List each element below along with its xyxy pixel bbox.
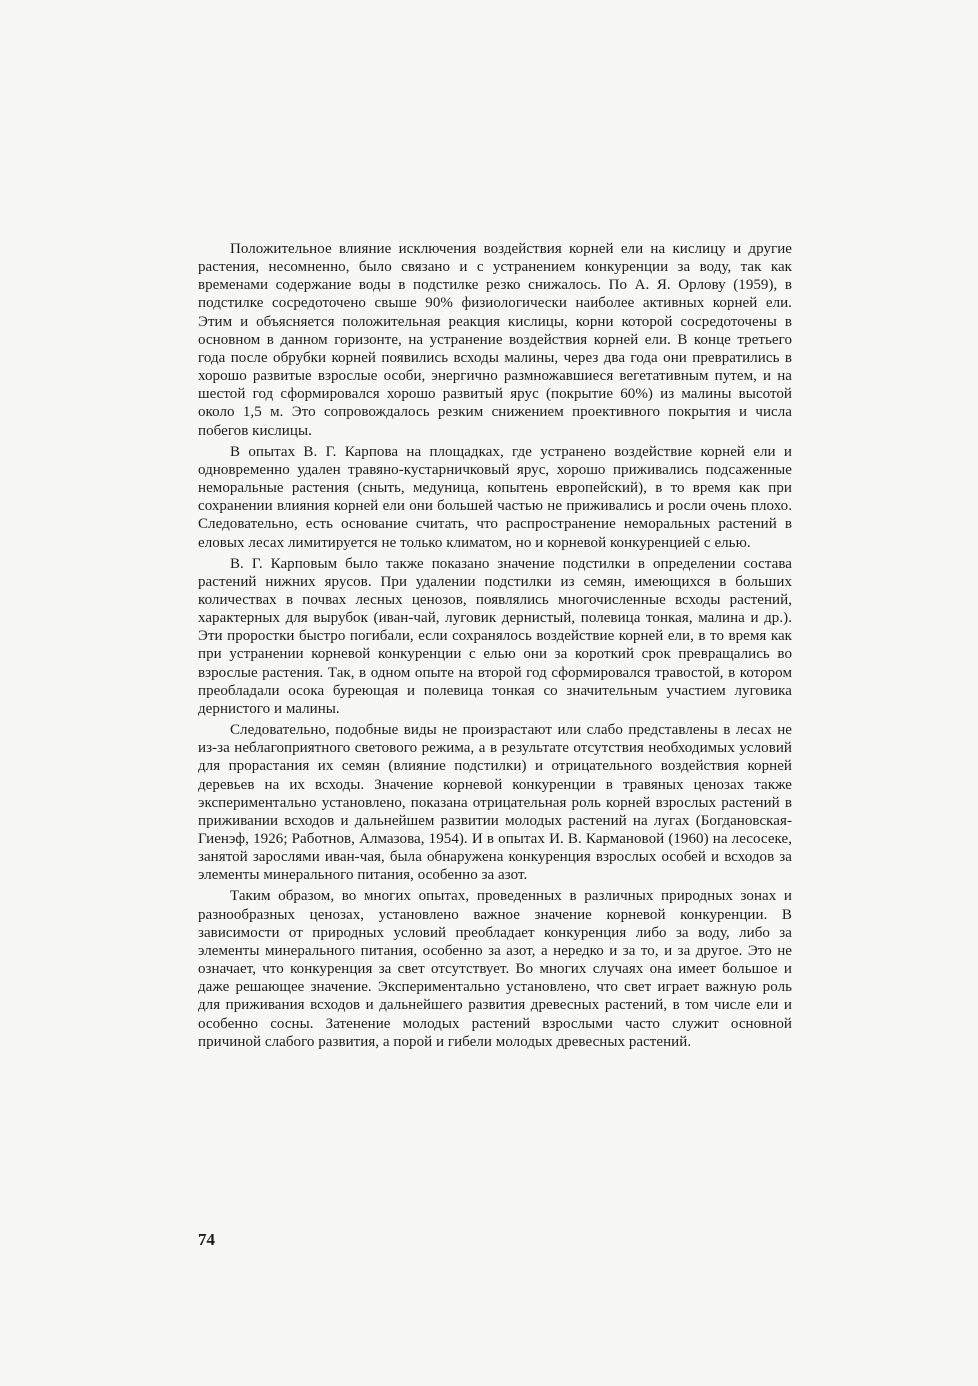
paragraph-1: Положительное влияние исключения воздействия корней ели на кислицу и другие растения, несомненно, было связано и с устранением конкуренции за воду, так как временами содержание воды в подстилке резко снижалось. По А. Я. Орлову (1959), в подстилке сосредоточено свыше 90% физиологически наиболее активных корней ели. Этим и объясняется положительная реакция кислицы, корни которой сосредоточены в основном в данном горизонте, на устранение воздействия корней ели. В конце третьего года после обрубки корней появились всходы малины, через два года они превратились в хорошо развитые взрослые особи, энергично размножавшиеся вегетативным путем, и на шестой год сформировался хорошо развитый ярус (покрытие 60%) из малины высотой около 1,5 м. Это сопровождалось резким снижением проективного покрытия и числа побегов кислицы. <box>198 241 792 439</box>
body-text <box>198 240 792 1051</box>
paragraph-4: Следовательно, подобные виды не произрастают или слабо представлены в лесах не из-за неблагоприятного светового режима, а в результате отсутствия необходимых условий для прорастания их семян (влияние подстилки) и отрицательного воздействия корней деревьев на их всходы. Значение корневой конкуренции в травяных ценозах также экспериментально установлено, показана отрицательная роль корней взрослых растений в приживании всходов и дальнейшем развитии молодых растений на лугах (Богдановская-Гиенэф, 1926; Работнов, Алмазова, 1954). И в опытах И. В. Кармановой (1960) на лесосеке, занятой зарослями иван-чая, была обнаружена конкуренция взрослых особей и всходов за элементы минерального питания, особенно за азот. <box>198 722 792 884</box>
paragraph-3: В. Г. Карповым было также показано значение подстилки в определении состава растений нижних ярусов. При удалении подстилки из семян, имеющихся в больших количествах в почвах лесных ценозов, появлялись многочисленные всходы растений, характерных для вырубок (иван-чай, луговик дернистый, полевица тонкая, малина и др.). Эти проростки быстро погибали, если сохранялось воздействие корней ели, в то время как при устранении корневой конкуренции с елью они за короткий срок превращались во взрослые растения. Так, в одном опыте на второй год сформировался травостой, в котором преобладали осока буреющая и полевица тонкая со значительным участием луговика дернистого и малины. <box>198 555 792 717</box>
page-number: 74 <box>198 1230 215 1249</box>
paragraph-2: В опытах В. Г. Карпова на площадках, где устранено воздействие корней ели и одновременно удален травяно-кустарничковый ярус, хорошо приживались подсаженные неморальные растения (сныть, медуница, копытень европейский), в то время как при сохранении влияния корней ели они большей частью не приживались и росли очень плохо. Следовательно, есть основание считать, что распространение неморальных растений в еловых лесах лимитируется не только климатом, но и корневой конкуренцией с елью. <box>198 443 792 551</box>
paragraph-5: Таким образом, во многих опытах, проведенных в различных природных зонах и разнообразных ценозах, установлено важное значение корневой конкуренции. В зависимости от природных условий преобладает конкуренция либо за воду, либо за элементы минерального питания, особенно за азот, а нередко и за то, и за другое. Это не означает, что конкуренция за свет отсутствует. Во многих случаях она имеет большое и даже решающее значение. Экспериментально установлено, что свет играет важную роль для приживания всходов и дальнейшего развития древесных растений, в том числе ели и особенно сосны. Затенение молодых растений взрослыми часто служит основной причиной слабого развития, а порой и гибели молодых древесных растений. <box>198 888 792 1050</box>
